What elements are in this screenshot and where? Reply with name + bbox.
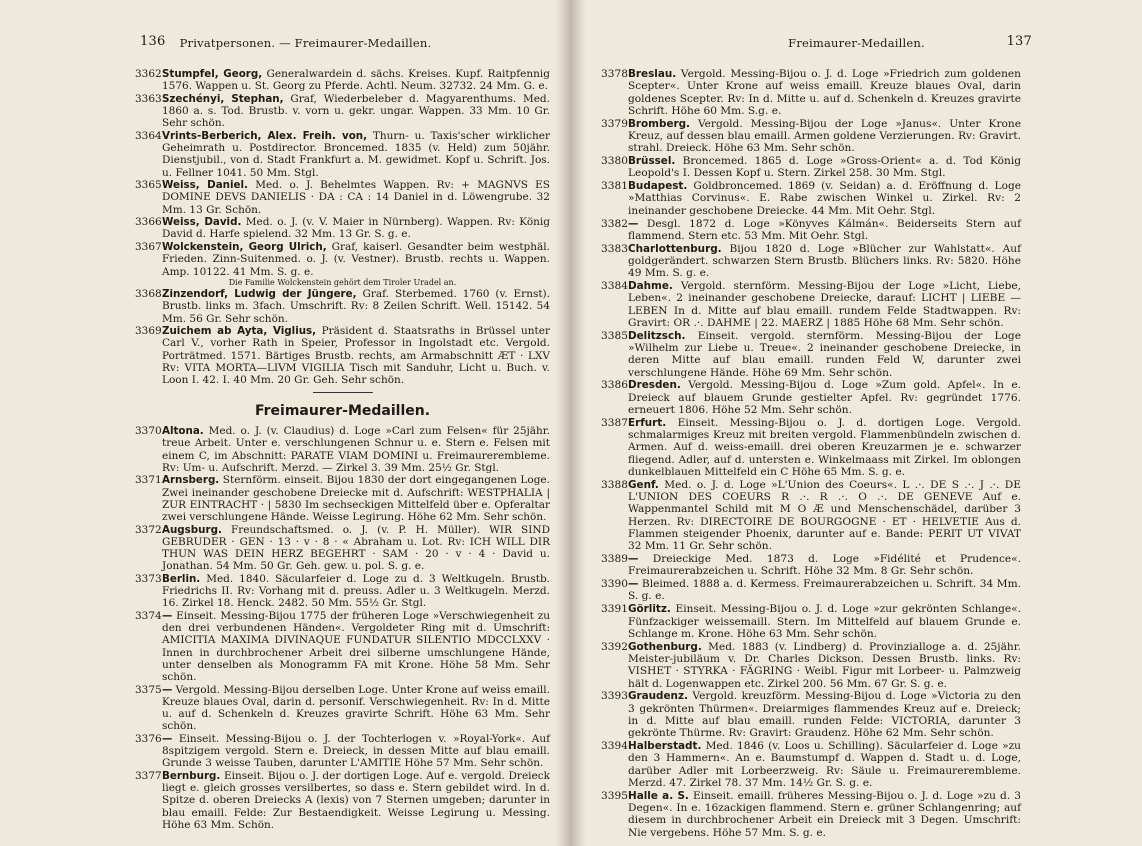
entry-name: Vrints-Berberich, Alex. Freih. von,: [162, 129, 368, 142]
entry-text: Sternförm. einseit. Bijou 1830 der dort eingegangenen Loge. Zwei ineinander geschobene Dreiecke mit d. Aufschrift: WESTPHALIA | ZUR EINTRACHT · | 5830 Im sechseckigen Mittelfeld über e. Opferaltar zwei verschlungene Hände. Weisse Legirung. Höhe 62 Mm. Sehr schön.: [162, 474, 550, 523]
entry-text: Vergold. Messing-Bijou o. J. d. Loge »Friedrich zum goldenen Scepter«. Unter Krone auf weiss emaill. Kreuze blaues Oval, darin goldenes Scepter. Rv: In d. Mitte u. auf d. Schenkeln d. Kreuzes gravirte Schrift. Höhe 60 Mm. S.g. e.: [628, 68, 1021, 117]
catalog-entry: [601, 155, 1021, 180]
entry-text: Vergold. Messing-Bijou der Loge »Janus«. Unter Krone Kreuz, auf dessen blau emaill. Armen goldene Verzierungen. Rv: Gravirt. strahl. Dreieck. Höhe 63 Mm. Sehr schön.: [628, 117, 1021, 155]
entry-name: Weiss, David.: [162, 216, 242, 229]
entry-name: Gothenburg.: [628, 640, 702, 653]
entry-name: —: [162, 683, 173, 696]
catalog-entry: [601, 68, 1021, 117]
entry-number: 3375: [135, 683, 162, 696]
entry-text: Thurn- u. Taxis'scher wirklicher Geheimrath u. Postdirector. Broncemed. 1835 (v. Held) zum 50jähr. Dienstjubil., von d. Stadt Frankfurt a. M. gewidmet. Kopf u. Schrift. Jos. u. Fellner 1041. 50 Mm. Stgl.: [162, 129, 550, 179]
entry-text: Med. o. J. d. Loge »L'Union des Coeurs«. L .·. DE S .·. J .·. DE L'UNION DES COEURS R .·. R .·. O .·. DE GENEVE Auf e. Wappenmantel Schild mit M O Æ und Menschenschädel, darüber 3 Herzen. Rv: DIRECTOIRE DE BOURGOGNE · ET · HELVETIE Aus d. Flammen steigender Phoenix, darunter auf e. Bande: PERIT UT VIVAT 32 Mm. 11 Gr. Sehr schön.: [628, 478, 1021, 553]
catalog-entry: [135, 474, 550, 523]
entries-mid: [135, 288, 550, 386]
running-head: Freimaurer-Medaillen.: [788, 36, 925, 50]
entry-text: Freundschaftsmed. o. J. (v. P. H. Müller). WIR SIND GEBRUDER · GEN · 13 · v · 8 · « Abraham u. Lot. Rv: ICH WILL DIR THUN WAS DEIN HERZ BEGEHRT · SAM · 20 · v · 4 · David u. Jonathan. 54 Mm. 50 Gr. Geh. gew. u. pol. S. g. e.: [162, 523, 550, 573]
entry-text: Graf, Wiederbeleber d. Magyarenthums. Med. 1860 a. s. Tod. Brustb. v. vorn u. gekr. ungar. Wappen. 33 Mm. 10 Gr. Sehr schön.: [162, 92, 550, 130]
entry-text: Generalwardein d. sächs. Kreises. Kupf. Raitpfennig 1576. Wappen u. St. Georg zu Pferde. Achtl. Neum. 32732. 24 Mm. G. e.: [162, 68, 550, 93]
entry-text: Med. 1883 (v. Lindberg) d. Provinzialloge a. d. 25jähr. Meister-jubiläum v. Dr. Charles Dickson. Dessen Brustb. links. Rv: VISHET · STYRKA · FÄGRING · Weibl. Figur mit Lorbeer- u. Palmzweig hält d. Logenwappen etc. Zirkel 200. 56 Mm. 67 Gr. S. g. e.: [628, 640, 1021, 690]
entries-top: [135, 68, 550, 278]
catalog-entry: [601, 330, 1021, 379]
catalog-entry: [135, 288, 550, 325]
entry-name: Stumpfel, Georg,: [162, 68, 263, 80]
entry-text: Einseit. Bijou o. J. der dortigen Loge. Auf e. vergold. Dreieck liegt e. gleich grosses versilbertes, so dass e. Stern gebildet wird. In d. Spitze d. oberen Dreiecks A (lexis) von 7 Sternen umgeben; darunter in blau emaill. Felde: Zur Bestaendigkeit. Weisse Legirung u. Messing. Höhe 63 Mm. Schön.: [162, 769, 550, 831]
entries: [601, 68, 1021, 839]
catalog-entry: [135, 179, 550, 216]
entry-name: —: [162, 610, 173, 622]
catalog-entry: [135, 610, 550, 683]
entry-name: Halberstadt.: [628, 740, 702, 753]
entry-text: Graf, kaiserl. Gesandter beim westphäl. Frieden. Zinn-Suitenmed. o. J. (v. Vestner). Brustb. rechts u. Wappen. Amp. 10122. 41 Mm. S. g. e.: [162, 241, 550, 278]
entry-text: Einseit. Messing-Bijou o. J. d. Loge »zur gekrönten Schlange«. Fünfzackiger weissemaill. Stern. Im Mittelfeld auf blauem Grunde e. Schlange m. Krone. Höhe 63 Mm. Sehr schön.: [628, 603, 1022, 640]
footnote: Die Familie Wolckenstein gehört dem Tiroler Uradel an.: [228, 278, 457, 288]
section-title: Freimaurer-Medaillen.: [254, 403, 431, 420]
entry-name: Szechényi, Stephan,: [162, 92, 284, 105]
catalog-entry: [135, 573, 550, 610]
entry-name: —: [162, 732, 173, 745]
entry-name: Charlottenburg.: [628, 242, 722, 255]
entry-number: 3370: [135, 425, 162, 438]
page-number: 136: [140, 34, 166, 49]
entry-text: Präsident d. Staatsraths in Brüssel unter Carl V., vorher Rath in Speier, Professor in Ingolstadt etc. Vergold. Porträtmed. 1571. Bärtiges Brustb. rechts, am Armabschnitt ÆT · LXV Rv: VITA MORTA—LIVM VIGILIA Tisch mit Sanduhr, Licht u. Buch. v. Loon I. 42. I. 40 Mm. 20 Gr. Geh. Sehr schön.: [162, 325, 551, 386]
entry-number: 3385: [601, 329, 628, 342]
catalog-entry: [601, 243, 1021, 280]
catalog-entry: [135, 770, 550, 831]
entry-number: 3364: [135, 129, 162, 142]
entry-name: Dresden.: [628, 379, 681, 392]
entry-number: 3379: [601, 117, 628, 130]
right-page: [571, 0, 1142, 846]
entry-text: Med. o. J. (v. V. Maier in Nürnberg). Wappen. Rv: König David d. Harfe spielend. 32 Mm. 13 Gr. S. g. e.: [162, 216, 551, 241]
entry-text: Med. o. J. (v. Claudius) d. Loge »Carl zum Felsen« für 25jähr. treue Arbeit. Unter e. verschlungenen Schnur u. e. Stern e. Felsen mit einem C, im Abschnitt: PARATE VIAM DOMINI u. Freimaurerembleme. Rv: Um- u. Aufschrift. Merzd. — Zirkel 3. 39 Mm. 25½ Gr. Stgl.: [162, 425, 550, 474]
entry-number: 3391: [601, 603, 628, 616]
catalog-entry: [135, 68, 550, 92]
catalog-entry: [601, 578, 1021, 603]
entry-number: 3372: [135, 523, 162, 536]
entry-name: Erfurt.: [628, 416, 667, 429]
catalog-entry: [601, 641, 1021, 690]
entry-name: Bromberg.: [628, 117, 691, 130]
entry-text: Einseit. emaill. früheres Messing-Bijou o. J. d. Loge »zu d. 3 Degen«. In e. 16zackigen flammend. Stern e. grüner Schlangenring; auf diesem in durchbrochener Arbeit ein Dreieck mit 3 Degen. Umschrift: Nie vergebens. Höhe 57 Mm. S. g. e.: [628, 789, 1021, 839]
entry-text: Vergold. sternförm. Messing-Bijou der Loge »Licht, Liebe, Leben«. 2 ineinander geschobene Dreiecke, darauf: LICHT | LIEBE — LEBEN In d. Mitte auf blau emaill. rundem Felde Stadtwappen. Rv: Gravirt: OR .·. DAHME | 22. MAERZ | 1885 Höhe 68 Mm. Sehr schön.: [628, 280, 1022, 329]
entry-number: 3382: [601, 217, 628, 230]
entry-text: Bijou 1820 d. Loge »Blücher zur Wahlstatt«. Auf goldgerändert. schwarzen Stern Brustb. Blüchers links. Rv: 5820. Höhe 49 Mm. S. g. e.: [628, 242, 1021, 280]
entry-text: Bleimed. 1888 a. d. Kermess. Freimaurerabzeichen u. Schrift. 34 Mm. S. g. e.: [628, 578, 1021, 603]
entry-number: 3393: [601, 690, 628, 703]
catalog-entry: [135, 325, 550, 386]
entry-text: Vergold. kreuzförm. Messing-Bijou d. Loge »Victoria zu den 3 gekrönten Thürmen«. Dreiarmiges flammendes Kreuz auf e. Dreieck; in d. Mitte auf blau emaill. runden Felde: VICTORIA, darunter 3 gekrönte Thürme. Rv: Gravirt: Graudenz. Höhe 62 Mm. Sehr schön.: [628, 690, 1021, 740]
entry-number: 3386: [601, 379, 628, 392]
entry-name: Breslau.: [628, 68, 677, 80]
entry-number: 3383: [601, 242, 628, 255]
entry-text: Einseit. vergold. sternförm. Messing-Bijou der Loge »Wilhelm zur Liebe u. Treue«. 2 ineinander geschobene Dreiecke, in deren Mitte auf blau emaill. runden Feld W, darunter zwei verschlungene Hände. Höhe 69 Mm. Sehr schön.: [628, 329, 1021, 379]
entry-number: 3388: [601, 478, 628, 491]
entry-number: 3365: [135, 179, 162, 192]
catalog-entry: [601, 280, 1021, 329]
entry-text: Vergold. Messing-Bijou d. Loge »Zum gold. Apfel«. In e. Dreieck auf blauem Grunde gestielter Apfel. Rv: gegründet 1776. erneuert 1806. Höhe 52 Mm. Sehr schön.: [628, 379, 1021, 417]
catalog-entry: [601, 790, 1021, 839]
entry-number: 3363: [135, 92, 162, 105]
entry-number: 3376: [135, 732, 162, 745]
entry-name: Bernburg.: [162, 769, 221, 782]
catalog-entry: [601, 118, 1021, 155]
catalog-entry: [135, 733, 550, 770]
entry-name: Budapest.: [628, 180, 688, 193]
catalog-entry: [135, 241, 550, 278]
catalog-entry: [135, 130, 550, 179]
entry-number: 3381: [601, 180, 628, 193]
catalog-entry: [135, 216, 550, 240]
entry-number: 3387: [601, 416, 628, 429]
entry-text: Graf. Sterbemed. 1760 (v. Ernst). Brustb. links m. 3fach. Umschrift. Rv: 8 Zeilen Schrift. Well. 15142. 54 Mm. 56 Gr. Sehr schön.: [162, 288, 550, 325]
entry-number: 3384: [601, 280, 628, 293]
entry-name: Arnsberg.: [162, 474, 220, 487]
entry-number: 3369: [135, 325, 162, 338]
entry-name: Zinzendorf, Ludwig der Jüngere,: [162, 288, 357, 301]
entry-text: Vergold. Messing-Bijou derselben Loge. Unter Krone auf weiss emaill. Kreuze blaues Oval, darin d. personif. Verschwiegenheit. Rv: In d. Mitte u. auf d. Schenkeln d. Kreuzes gravirte Schrift. Höhe 63 Mm. Sehr schön.: [162, 683, 550, 733]
catalog-entry: [601, 553, 1021, 578]
entry-number: 3380: [601, 155, 628, 168]
entry-name: Altona.: [162, 425, 204, 438]
entry-number: 3392: [601, 640, 628, 653]
catalog-entry: [601, 603, 1021, 640]
entry-name: Zuichem ab Ayta, Viglius,: [162, 325, 317, 338]
entry-number: 3390: [601, 578, 628, 591]
entry-text: Desgl. 1872 d. Loge »Könyves Kálmán«. Beiderseits Stern auf flammend. Stern etc. 53 Mm. Mit Oehr. Stgl.: [628, 217, 1021, 242]
page-number: 137: [1006, 34, 1032, 49]
catalog-entry: [135, 684, 550, 733]
entry-name: Genf.: [628, 478, 659, 491]
entry-number: 3378: [601, 68, 628, 80]
entry-text: Broncemed. 1865 d. Loge »Gross-Orient« a. d. Tod König Leopold's I. Dessen Kopf u. Stern. Zirkel 258. 30 Mm. Stgl.: [628, 155, 1021, 180]
catalog-entry: [601, 218, 1021, 243]
entry-text: Dreieckige Med. 1873 d. Loge »Fidélité et Prudence«. Freimaurerabzeichen u. Schrift. Höhe 32 Mm. 8 Gr. Sehr schön.: [628, 553, 1021, 578]
entry-name: —: [628, 578, 639, 591]
catalog-entry: [601, 740, 1021, 789]
entry-number: 3368: [135, 288, 162, 301]
entry-number: 3394: [601, 740, 628, 753]
entry-text: Med. o. J. Behelmtes Wappen. Rv: + MAGNVS ES DOMINE DEVS DANIELIS · DA : CA : 14 Daniel in d. Löwengrube. 32 Mm. 13 Gr. Schön.: [162, 179, 551, 216]
divider: [313, 392, 373, 393]
entry-text: Goldbroncemed. 1869 (v. Seidan) a. d. Eröffnung d. Loge »Matthias Corvinus«. E. Rabe zwischen Winkel u. Zirkel. Rv: 2 ineinander geschobene Dreiecke. 44 Mm. Mit Oehr. Stgl.: [628, 180, 1021, 217]
entry-name: Augsburg.: [162, 523, 222, 536]
catalog-entry: [601, 479, 1021, 553]
catalog-entry: [601, 180, 1021, 217]
entry-name: Görlitz.: [628, 603, 671, 616]
entry-name: Brüssel.: [628, 155, 676, 168]
entry-number: 3371: [135, 474, 162, 487]
entry-name: —: [628, 217, 639, 230]
entry-number: 3374: [135, 610, 162, 622]
catalog-entry: [135, 425, 550, 474]
catalog-entry: [601, 417, 1021, 478]
entry-number: 3366: [135, 216, 162, 229]
entry-text: Med. 1840. Säcularfeier d. Loge zu d. 3 Weltkugeln. Brustb. Friedrichs II. Rv: Vorhang mit d. preuss. Adler u. 3 Weltkugeln. Merzd. 16. Zirkel 18. Henck. 2482. 50 Mm. 55½ Gr. Stgl.: [162, 572, 551, 610]
entry-name: Wolckenstein, Georg Ulrich,: [162, 241, 327, 254]
entry-number: 3377: [135, 769, 162, 782]
right-column: [601, 68, 1021, 839]
entry-name: Berlin.: [162, 572, 201, 585]
catalog-entry: [135, 524, 550, 573]
entry-name: Weiss, Daniel.: [162, 179, 248, 192]
entries-bottom: [135, 425, 550, 831]
entry-name: Delitzsch.: [628, 329, 686, 342]
entry-number: 3362: [135, 68, 162, 80]
entry-text: Einseit. Messing-Bijou o. J. der Tochterlogen v. »Royal-York«. Auf 8spitzigem vergold. Stern e. Dreieck, in dessen Mitte auf blau emaill. Grunde 3 weisse Tauben, darunter L'AMITIE Höhe 57 Mm. Sehr schön.: [162, 732, 551, 770]
entry-name: Graudenz.: [628, 690, 688, 703]
entry-name: —: [628, 553, 639, 566]
catalog-entry: [601, 690, 1021, 739]
book-gutter: [556, 0, 586, 846]
entry-number: 3389: [601, 553, 628, 566]
catalog-entry: [135, 93, 550, 130]
entry-text: Einseit. Messing-Bijou 1775 der früheren Loge »Verschwiegenheit zu den drei verbundenen Händen«. Vergoldeter Ring mit d. Umschrift: AMICITIA MAXIMA DIVINAQUE FUNDATUR SILENTIO MDCCLXXV · Innen in durchbrochener Arbeit drei silberne umschlungene Hände, unter denselben als Monogramm FA mit Krone. Höhe 58 Mm. Sehr schön.: [162, 610, 551, 683]
entry-name: Dahme.: [628, 280, 673, 293]
entry-number: 3395: [601, 789, 628, 802]
catalog-entry: [601, 379, 1021, 416]
entry-name: Halle a. S.: [628, 789, 689, 802]
entry-number: 3373: [135, 572, 162, 585]
running-head: Privatpersonen. — Freimaurer-Medaillen.: [179, 36, 432, 50]
entry-text: Med. 1846 (v. Loos u. Schilling). Säcularfeier d. Loge »zu den 3 Hammern«. An e. Baumstumpf d. Wappen d. Stadt u. d. Loge, darüber Adler mit Lorbeerzweig. Rv: Säule u. Freimaurerembleme. Merzd. 47. Zirkel 78. 37 Mm. 14½ Gr. S. g. e.: [628, 740, 1021, 789]
entry-number: 3367: [135, 241, 162, 254]
left-column: [135, 68, 550, 831]
entry-text: Einseit. Messing-Bijou o. J. d. dortigen Loge. Vergold. schmalarmiges Kreuz mit breiten vergold. Flammenbündeln zwischen d. Armen. Auf d. weiss-emaill. drei oberen Kreuzarmen je e. schwarzer fliegend. Adler, auf d. untersten e. Winkelmaass mit Zirkel. Im oblongen dunkelblauen Mittelfeld ein C Höhe 65 Mm. S. g. e.: [628, 416, 1021, 478]
